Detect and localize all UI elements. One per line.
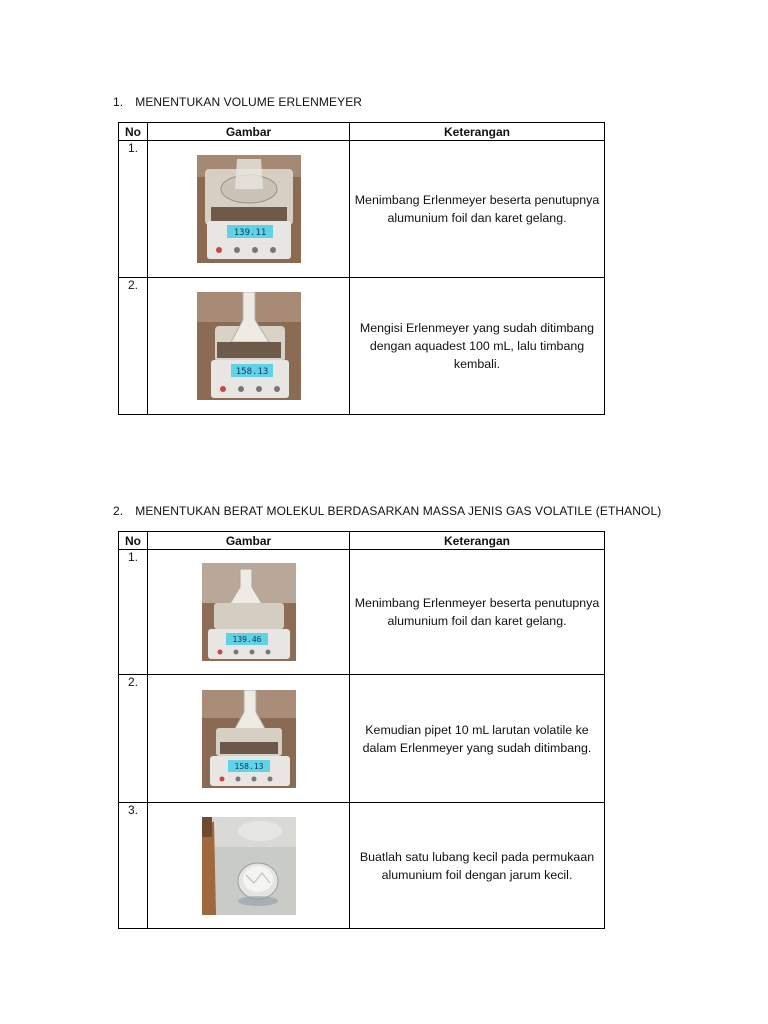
section-2-title: MENENTUKAN BERAT MOLEKUL BERDASARKAN MASSA JENIS GAS VOLATILE (ETHANOL) [135,504,662,518]
section-2-number: 2. [113,504,124,518]
section-1-heading [113,95,362,109]
row-image-cell [148,675,350,803]
row-number: 1. [119,141,148,278]
row-image-cell [148,550,350,675]
section-2-heading [113,504,661,518]
row-description: Menimbang Erlenmeyer beserta penutupnya alumunium foil dan karet gelang. [350,141,605,278]
row-description: Kemudian pipet 10 mL larutan volatile ke dalam Erlenmeyer yang sudah ditimbang. [350,675,605,803]
table-row [119,803,605,929]
row-image-cell [148,278,350,415]
scale-photo [202,690,296,788]
row-image-cell [148,141,350,278]
table-header-row [119,123,605,141]
header-keterangan: Keterangan [350,532,605,550]
table-row [119,278,605,415]
row-description: Mengisi Erlenmeyer yang sudah ditimbang dengan aquadest 100 mL, lalu timbang kembali. [350,278,605,415]
header-no: No [119,532,148,550]
table-row [119,675,605,803]
header-no: No [119,123,148,141]
table-header-row [119,532,605,550]
scale-display-text: 139.46 [232,635,261,644]
row-description: Menimbang Erlenmeyer beserta penutupnya alumunium foil dan karet gelang. [350,550,605,675]
scale-display-text: 139.11 [233,228,266,238]
row-number: 3. [119,803,148,929]
scale-photo [197,155,301,263]
section-1-title: MENENTUKAN VOLUME ERLENMEYER [135,95,363,109]
row-number: 1. [119,550,148,675]
section-1-table [118,122,605,415]
section-1-number: 1. [113,95,124,109]
section-2-table [118,531,605,929]
scale-photo [202,563,296,661]
row-number: 2. [119,278,148,415]
row-description: Buatlah satu lubang kecil pada permukaan alumunium foil dengan jarum kecil. [350,803,605,929]
header-gambar: Gambar [148,532,350,550]
header-keterangan: Keterangan [350,123,605,141]
row-number: 2. [119,675,148,803]
table-row [119,141,605,278]
row-image-cell [148,803,350,929]
scale-display-text: 158.13 [234,761,263,771]
foil-photo [202,817,296,915]
header-gambar: Gambar [148,123,350,141]
scale-display-text: 158.13 [235,367,268,377]
table-row [119,550,605,675]
scale-photo [197,292,301,400]
